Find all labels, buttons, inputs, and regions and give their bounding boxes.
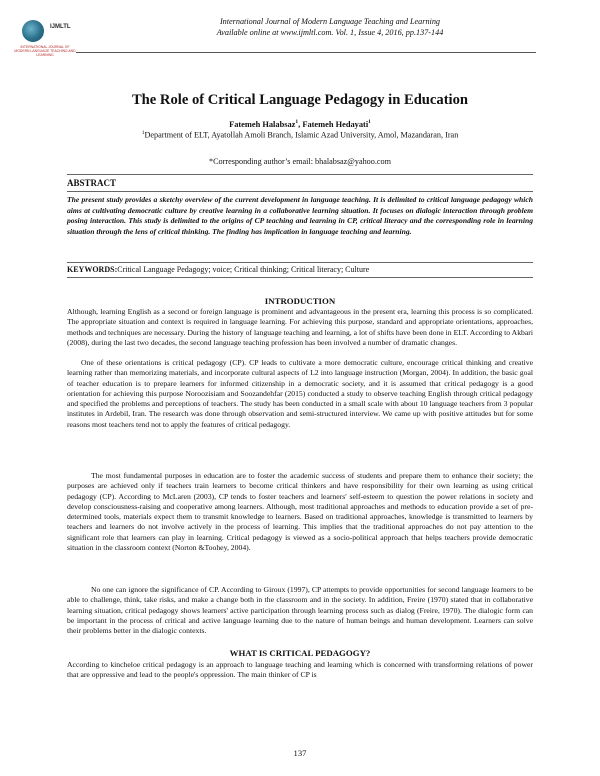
affiliation-mark: 1: [141, 130, 145, 136]
journal-header: [110, 16, 550, 38]
intro-paragraph-4: No one can ignore the significance of CP. According to Giroux (1997), CP attempts to provide opportunities for second language learners to be able to challenge, think, take risks, and make a change both in the classroom and in the society. In addition, Freire (1970) stated that in collaborative learning situation, critical pedagogy shows learners' active participation through learning process such as dialog (Freire, 1970). The dialogic form can be important in the process of critical and active language learning due to the nature of human beings and human development. Learners can solve their problems better in the dialogic contexts.: [67, 585, 533, 636]
intro-paragraph-1: Although, learning English as a second or foreign language is prominent and advantageous in the present era, learning this process is so complicated. The appropriate situation and context is required in language learning. For achieving this purpose, standard and appropriate orientations, approaches, methods and techniques are necessary. During the history of language teaching and learning, a lot of shifts have been done in ELT. According to Akbari (2008), during the last two decades, the second language teaching profession has been involved a number of dramatic changes.: [67, 307, 533, 347]
author-2: Fatemeh Hedayati: [302, 119, 369, 129]
globe-icon: [22, 20, 44, 42]
abstract-top-rule: [67, 174, 533, 175]
abstract-heading-rule: [67, 191, 533, 192]
keywords-list: Critical Language Pedagogy; voice; Critical thinking; Critical literacy; Culture: [117, 265, 370, 274]
abstract-heading: ABSTRACT: [67, 178, 117, 188]
abstract-text: The present study provides a sketchy overview of the current development in language teaching. It is delimited to critical language pedagogy which aims at cultivating democratic culture by creative learning in a collaborative learning situation. It focuses on dialogic interaction through problem posing interaction. This study is delimited to the origins of CP teaching and learning in CP, critical literacy and the corresponding role in learning situation through the lens of critical thinking. The finding has implication in language teaching and learning.: [67, 195, 533, 236]
introduction-heading: INTRODUCTION: [264, 296, 336, 306]
critical-pedagogy-heading: WHAT IS CRITICAL PEDAGOGY?: [229, 648, 371, 658]
critical-pedagogy-paragraph-1: According to kincheloe critical pedagogy is an approach to language teaching and learning which is concerned with transforming relations of power that are oppressive and lead to the people's oppression. The main thinker of CP is: [67, 660, 533, 680]
author-2-affil-mark: 1: [368, 119, 371, 125]
page-number: 137: [293, 748, 307, 758]
journal-name: International Journal of Modern Language Teaching and Learning: [219, 17, 441, 26]
intro-paragraph-2: One of these orientations is critical pedagogy (CP). CP leads to cultivate a more democratic culture, encourage critical thinking and creative learning rather than memorizing materials, and incorporate cultural aspects of L2 into language instruction (Morgan, 2004). In addition, the basic goal of teacher education is to prepare learners for informed citizenship in a democratic society, and it is assumed that critical pedagogy is a good orientation for achieving this purpose Noroozisiam and Soozandehfar (2015) conducted a study to observe teaching English through critical pedagogy and specified the problems and perceptions of teachers. The study has been conducted in a small scale with about 10 language teachers from 3 popular institutes in Ardebil, Iran. The research was done through observation and semi-structured interview. We came up with positive attitudes but for some reasons most teachers tend not to apply the features of critical pedagogy.: [67, 358, 533, 429]
keywords-bottom-rule: [67, 277, 533, 278]
journal-logo: [14, 18, 84, 62]
author-1-affil-mark: 1: [295, 119, 299, 125]
author-list: [40, 119, 560, 129]
keywords-label: KEYWORDS:: [67, 265, 118, 274]
keywords: [67, 265, 533, 274]
corresponding-author: *Corresponding author’s email: bhalabsaz@yahoo.com: [208, 157, 391, 166]
author-1: Fatemeh Halabsaz: [229, 119, 296, 129]
intro-paragraph-3: The most fundamental purposes in education are to foster the academic success of students and prepare them to enhance their society; the purposes are achieved only if teachers train learners to become critical thinkers and have responsibility for their own learning as using critical pedagogy (CP). According to McLaren (2003), CP tends to foster teachers and learners' self-esteem to question the power relations in society and develop consciousness-raising and cooperative among learners. Although, most traditional approaches and methods to education provide a set of pre-determined tools, materials expect them to transmit knowledge to learners. Based on traditional approaches, knowledge is transmitted to learners by teachers and learners do not involve actively in the process of learning. This implies that the traditional approaches do not pay attention to the significant role that learners can play in learning. Critical pedagogy is viewed as a socio-political approach that helps teachers provide democratic situation in the classroom context (Norton &Toohey, 2004).: [67, 471, 533, 553]
affiliation: [40, 130, 560, 140]
journal-availability: Available online at www.ijmltl.com. Vol. 1, Issue 4, 2016, pp.137-144: [216, 28, 444, 37]
author-separator: ,: [298, 119, 303, 129]
logo-abbreviation: IJMLTL: [50, 24, 71, 30]
header-divider: [76, 52, 536, 53]
keywords-top-rule: [67, 262, 533, 263]
logo-full-name: INTERNATIONAL JOURNAL OF MODERN LANGUAGE TEACHING AND LEARNING: [14, 45, 76, 57]
paper-title: The Role of Critical Language Pedagogy in Education: [131, 92, 469, 108]
affiliation-text: Department of ELT, Ayatollah Amoli Branch, Islamic Azad University, Amol, Mazandaran, Iran: [144, 130, 459, 140]
